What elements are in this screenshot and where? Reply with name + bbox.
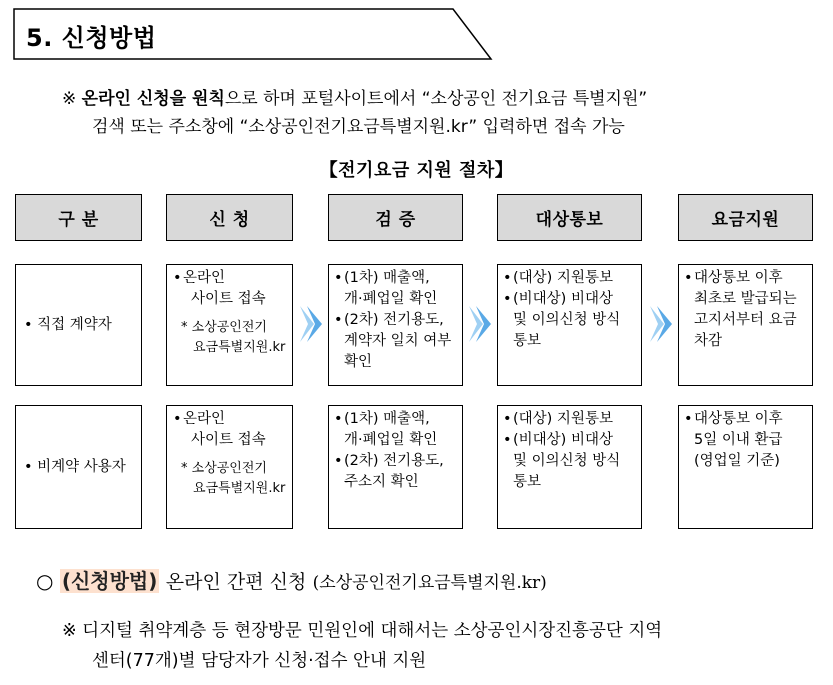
support-line: • 대상통보 이후: [684, 268, 809, 289]
notify-line: • (비대상) 비대상: [503, 430, 638, 451]
apply-bullet-cont: 사이트 접속: [191, 432, 266, 448]
footnote-line-2: 센터(77개)별 담당자가 신청·접수 안내 지원: [92, 651, 427, 671]
flow-arrow-icon: [469, 306, 491, 342]
apply-note-1: * 소상공인전기: [181, 320, 267, 335]
apply-note-2: 요금특별지원.kr: [193, 481, 286, 496]
verify-cell-noncontract: [328, 405, 463, 529]
verify-line: 확인: [344, 354, 373, 370]
notify-line: • (비대상) 비대상: [503, 289, 638, 310]
verify-line: • (2차) 전기용도,: [334, 310, 459, 331]
support-cell-direct: [678, 264, 813, 386]
verify-line: 계약자 일치 여부: [344, 333, 452, 349]
notify-line: 및 이의신청 방식: [513, 312, 621, 328]
verify-line: • (1차) 매출액,: [334, 268, 459, 289]
apply-note-1: * 소상공인전기: [181, 461, 267, 476]
notify-cell-direct: [497, 264, 642, 386]
header-support: 요금지원: [678, 194, 813, 241]
flow-arrow-icon: [650, 306, 672, 342]
apply-note-2: 요금특별지원.kr: [193, 340, 286, 355]
support-line: 5일 이내 환급: [694, 432, 783, 448]
verify-line: 개·폐업일 확인: [344, 432, 438, 448]
circle-bullet: ○: [36, 569, 54, 593]
flow-arrow-icon: [300, 306, 322, 342]
header-verify: 검 증: [328, 194, 463, 241]
notify-cell-noncontract: [497, 405, 642, 529]
apply-bullet: • 온라인: [173, 268, 288, 289]
support-line: 차감: [694, 333, 723, 349]
notice-mark: ※: [62, 89, 77, 109]
verify-line: • (1차) 매출액,: [334, 409, 459, 430]
header-notify: 대상통보: [497, 194, 642, 241]
footnote-line-1: [62, 617, 662, 645]
method-site: (소상공인전기요금특별지원.kr): [312, 573, 547, 593]
notify-line: 통보: [513, 333, 542, 349]
verify-line: 개·폐업일 확인: [344, 291, 438, 307]
procedure-title: 【전기요금 지원 절차】: [319, 160, 514, 181]
header-category: 구 분: [15, 194, 142, 241]
method-tag: (신청방법): [61, 569, 158, 593]
footnote-mark: ※: [62, 621, 77, 641]
method-text: 온라인 간편 신청: [165, 571, 307, 593]
row-label-direct: • 직접 계약자: [15, 264, 142, 386]
support-line: (영업일 기준): [694, 453, 780, 469]
section-title: 5. 신청방법: [26, 24, 157, 52]
support-cell-noncontract: [678, 405, 813, 529]
row-label-noncontract: • 비계약 사용자: [15, 405, 142, 529]
support-line: 최초로 발급되는: [694, 291, 797, 307]
apply-bullet-cont: 사이트 접속: [191, 291, 266, 307]
method-line: [36, 565, 547, 594]
notice-line-1: [62, 86, 647, 112]
apply-bullet: • 온라인: [173, 409, 288, 430]
apply-cell-noncontract: [166, 405, 293, 529]
support-line: 고지서부터 요금: [694, 312, 797, 328]
notify-line: • (대상) 지원통보: [503, 268, 638, 289]
verify-cell-direct: [328, 264, 463, 386]
verify-line: 주소지 확인: [344, 474, 419, 490]
verify-line: • (2차) 전기용도,: [334, 451, 459, 472]
support-line: • 대상통보 이후: [684, 409, 809, 430]
notice-line-2: 검색 또는 주소창에 “소상공인전기요금특별지원.kr” 입력하면 접속 가능: [92, 117, 625, 137]
notify-line: • (대상) 지원통보: [503, 409, 638, 430]
notice-rest: 으로 하며 포털사이트에서 “소상공인 전기요금 특별지원”: [224, 89, 648, 109]
footnote-text-1: 디지털 취약계층 등 현장방문 민원인에 대해서는 소상공인시장진흥공단 지역: [82, 621, 663, 641]
apply-cell-direct: [166, 264, 293, 386]
header-apply: 신 청: [166, 194, 293, 241]
notice-bold: 온라인 신청을 원칙: [81, 89, 225, 109]
notify-line: 및 이의신청 방식: [513, 453, 621, 469]
notify-line: 통보: [513, 474, 542, 490]
